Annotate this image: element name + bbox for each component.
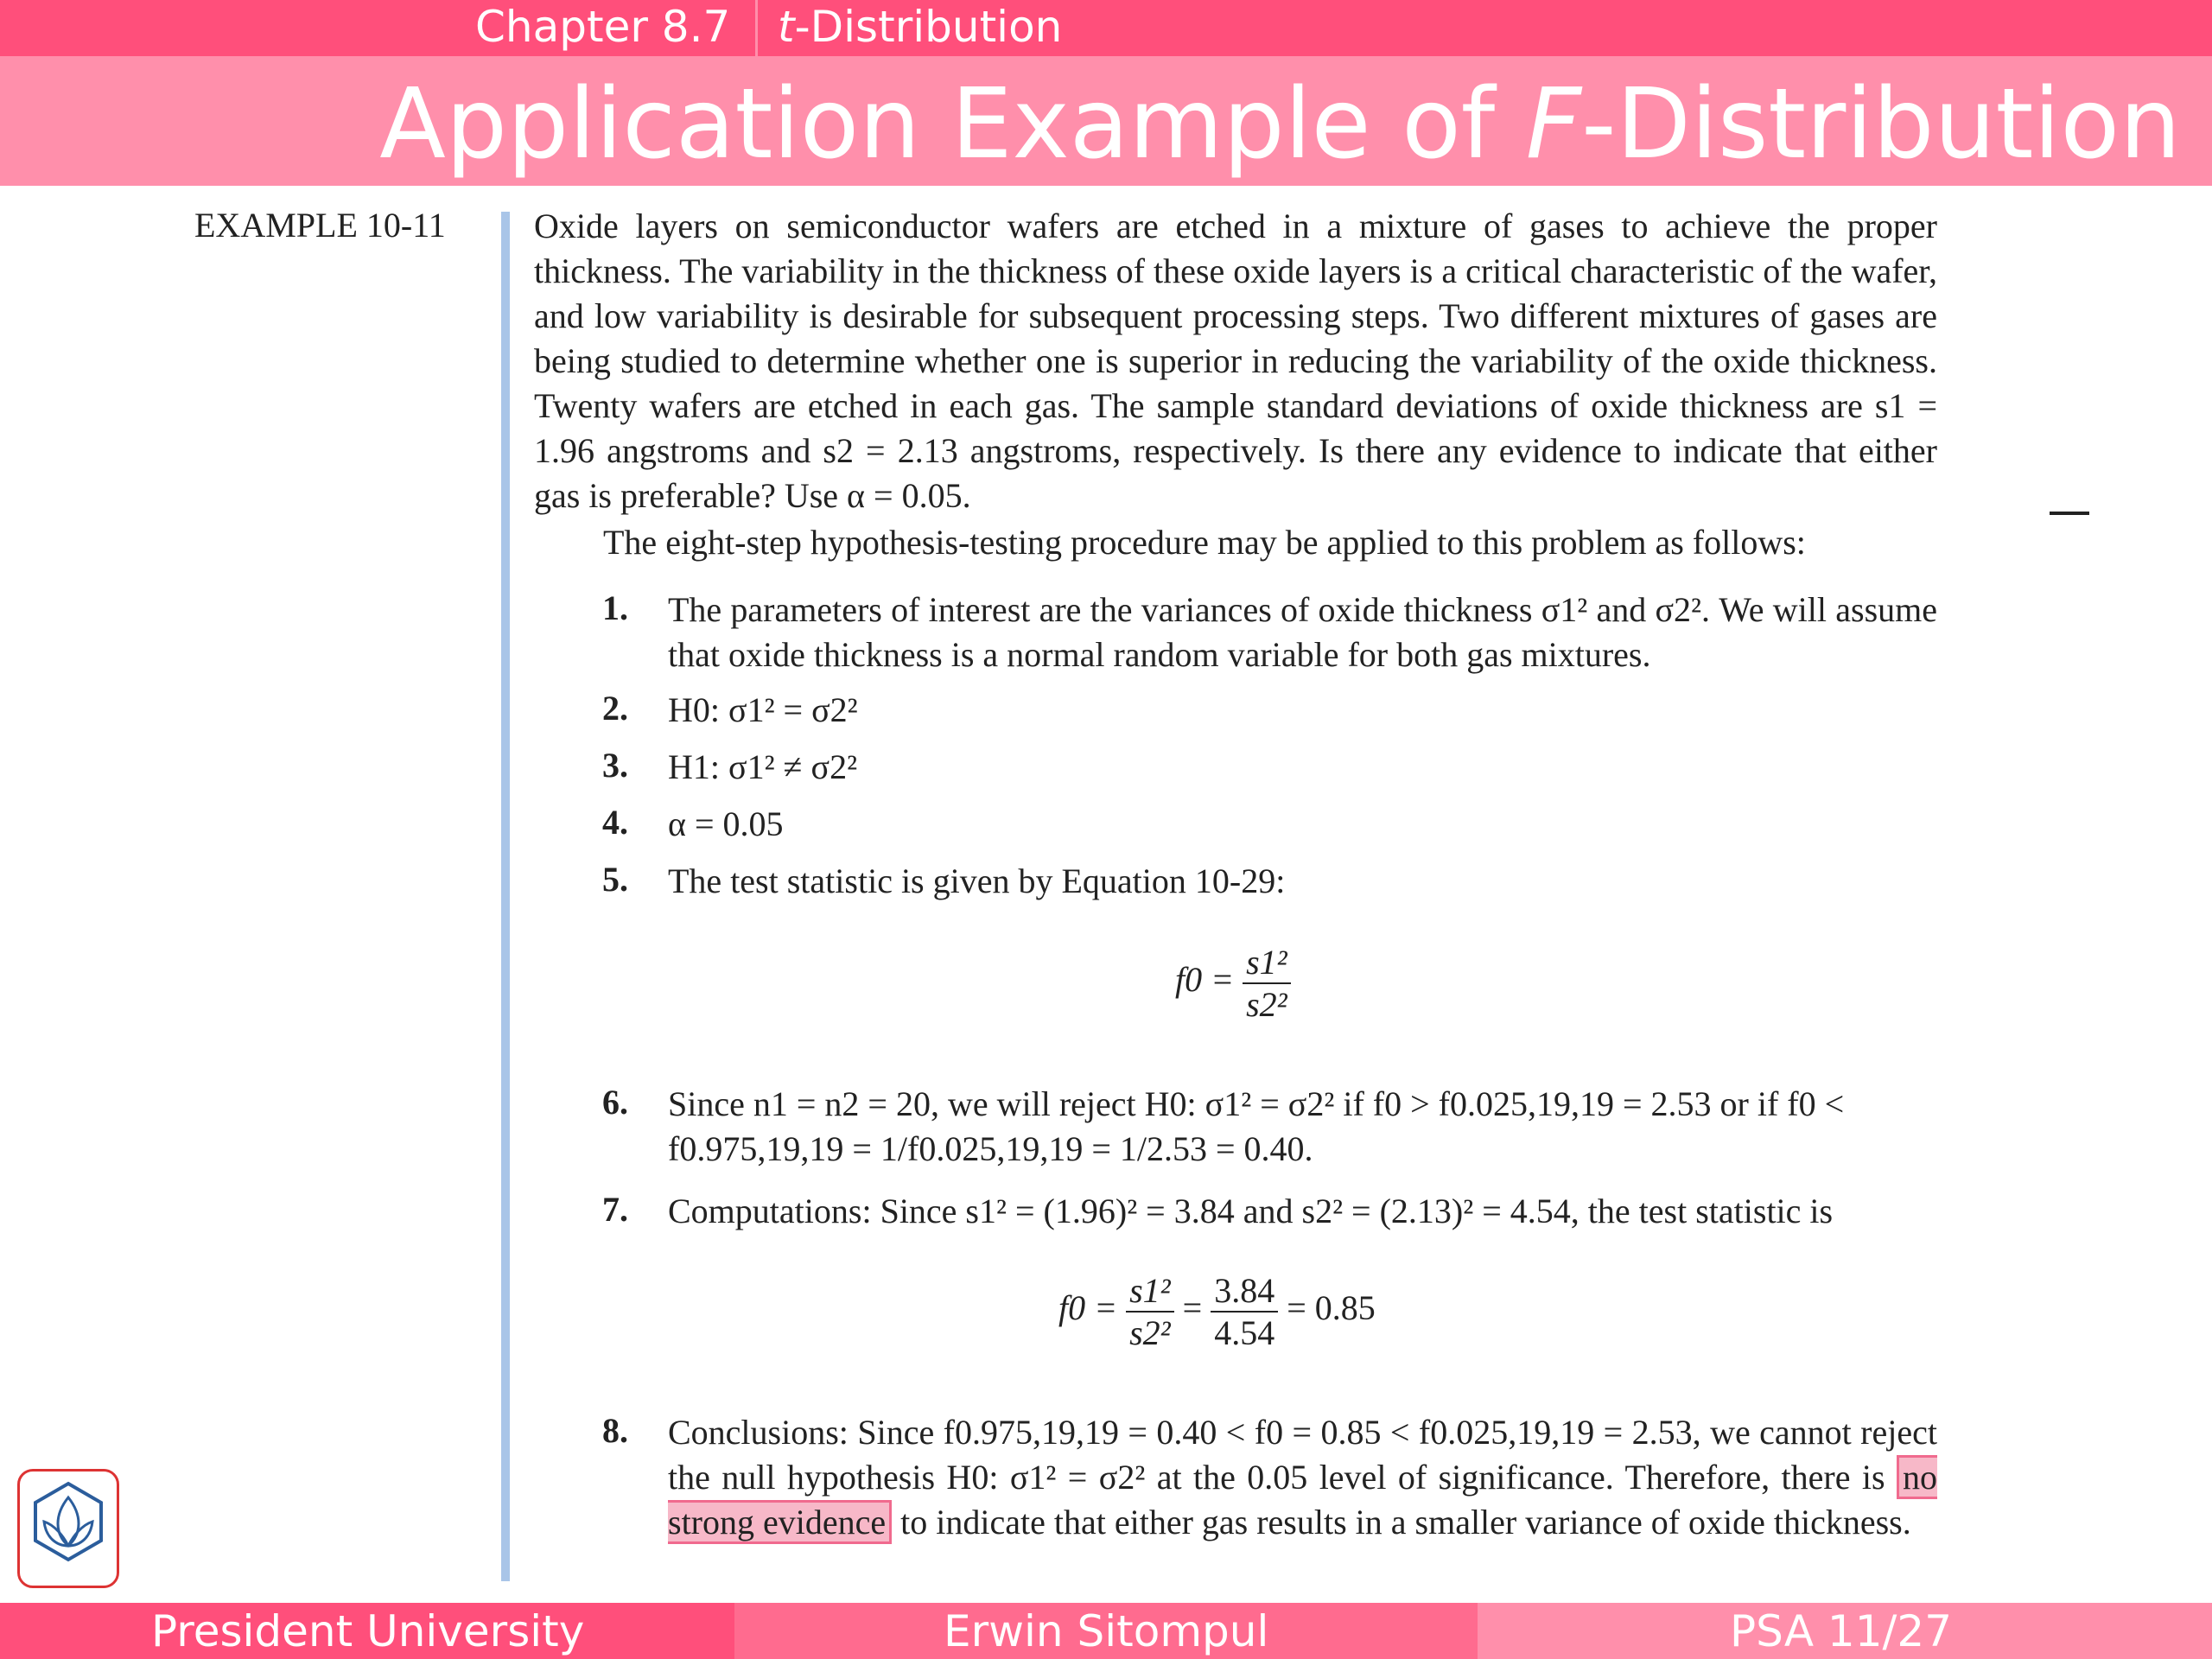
title-bar <box>0 56 2212 186</box>
eq2-denominator: s2² <box>1129 1313 1171 1352</box>
eq2-numerator: s1² <box>1126 1270 1174 1313</box>
university-logo <box>17 1469 119 1588</box>
step-text: The parameters of interest are the variances of oxide thickness σ1² and σ2². We will assume that oxide thickness is a normal random variable for both gas mixtures. <box>668 590 1937 674</box>
dash-mark <box>2050 512 2089 515</box>
eq2-result: = 0.85 <box>1287 1288 1376 1328</box>
chapter-label: Chapter 8.7 <box>475 2 731 52</box>
eq1-fraction <box>1243 942 1291 1025</box>
slide-title <box>379 68 2181 181</box>
chapter-divider <box>755 0 758 56</box>
step-text: Since n1 = n2 = 20, we will reject H0: σ1² = σ2² if f0 > f0.025,19,19 = 2.53 or if f0 < f0.975,19,19 = 1/f0.025,19,19 = 1/2.53 = 0.40. <box>668 1084 1845 1168</box>
eq2-numerator-value: 3.84 <box>1211 1270 1278 1313</box>
eq2-fraction-numeric <box>1211 1270 1278 1353</box>
step-number: 4. <box>602 803 628 842</box>
title-part2: -Distribution <box>1581 68 2181 181</box>
eq1-numerator: s1² <box>1243 942 1291 984</box>
footer-page-number: PSA 11/27 <box>1730 1606 1953 1656</box>
topic-prefix: t <box>778 2 795 52</box>
topic-label <box>778 2 1062 52</box>
conclusion-part2: to indicate that either gas results in a smaller variance of oxide thickness. <box>900 1503 1911 1541</box>
footer-left <box>0 1603 734 1659</box>
title-part1: Application Example of <box>379 68 1526 181</box>
eq2-lhs: f0 = <box>1058 1288 1118 1328</box>
equation-test-statistic <box>1175 942 1291 1025</box>
step-text-conclusion <box>668 1410 1937 1545</box>
step-text: The test statistic is given by Equation 10-29: <box>668 861 1286 900</box>
footer-right <box>1478 1603 2212 1659</box>
step-number: 6. <box>602 1083 628 1122</box>
step-number: 1. <box>602 588 628 627</box>
step-number: 7. <box>602 1190 628 1229</box>
example-accent-bar <box>501 212 510 1581</box>
chapter-bar <box>0 0 2212 56</box>
footer-bar <box>0 1603 2212 1659</box>
footer-center <box>734 1603 1478 1659</box>
lotus-emblem-icon <box>20 1471 117 1586</box>
step-text: α = 0.05 <box>668 804 784 843</box>
footer-university: President University <box>151 1606 585 1656</box>
conclusion-part1: Conclusions: Since f0.975,19,19 = 0.40 < f0 = 0.85 < f0.025,19,19 = 2.53, we cannot reject the null hypothesis H0: σ1² = σ2² at the 0.05 level of significance. Therefore, there is <box>668 1413 1937 1497</box>
step-number: 5. <box>602 860 628 899</box>
step-text: Computations: Since s1² = (1.96)² = 3.84 and s2² = (2.13)² = 4.54, the test statistic is <box>668 1192 1834 1230</box>
topic-rest: -Distribution <box>794 2 1063 52</box>
step-number: 8. <box>602 1411 628 1450</box>
equation-computation <box>1058 1270 1376 1353</box>
eq1-denominator: s2² <box>1246 985 1287 1024</box>
title-italic: F <box>1525 68 1582 181</box>
step-text: H0: σ1² = σ2² <box>668 690 858 729</box>
eq2-denominator-value: 4.54 <box>1214 1313 1275 1352</box>
procedure-intro: The eight-step hypothesis-testing procedure may be applied to this problem as follows: <box>603 523 1806 562</box>
eq1-lhs: f0 = <box>1175 960 1235 1000</box>
eq2-equals: = <box>1182 1288 1211 1328</box>
example-label: EXAMPLE 10-11 <box>194 206 446 245</box>
step-number: 3. <box>602 746 628 785</box>
highlight-no-strong-evidence: no strong evidence <box>668 1455 1937 1544</box>
step-text: H1: σ1² ≠ σ2² <box>668 747 858 786</box>
eq2-fraction-symbolic <box>1126 1270 1174 1353</box>
step-number: 2. <box>602 689 628 728</box>
footer-author: Erwin Sitompul <box>944 1606 1269 1656</box>
example-intro: Oxide layers on semiconductor wafers are etched in a mixture of gases to achieve the proper thickness. The variability in the thickness of these oxide layers is a critical characteristic of the wafer, and low variability is desirable for subsequent processing steps. Two different mixtures of gases are being studied to determine whether one is superior in reducing the variability of the oxide thickness. Twenty wafers are etched in each gas. The sample standard deviations of oxide thickness are s1 = 1.96 angstroms and s2 = 2.13 angstroms, respectively. Is there any evidence to indicate that either gas is preferable? Use α = 0.05. <box>534 207 1937 515</box>
